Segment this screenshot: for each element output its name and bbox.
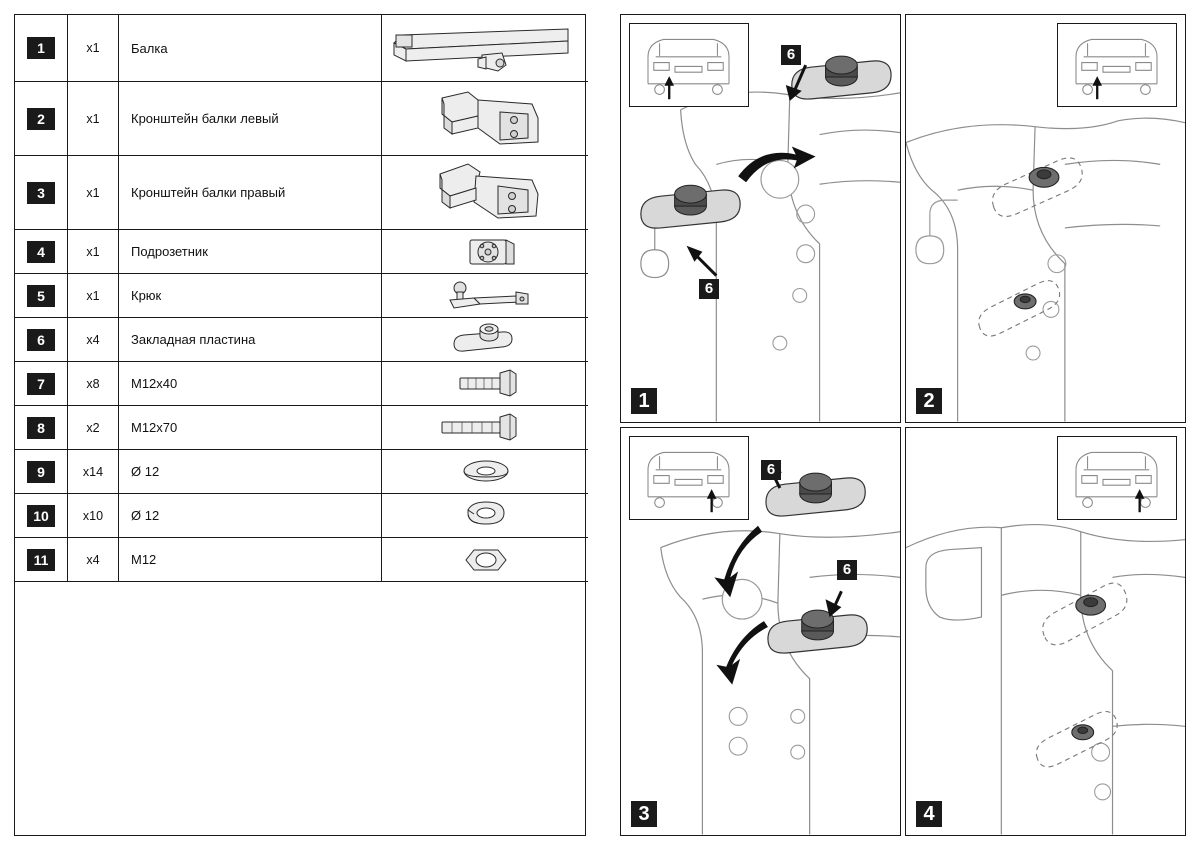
table-row: 8 x2 M12x70 <box>15 406 588 450</box>
table-blank-area <box>15 582 588 832</box>
part-number-badge: 11 <box>27 549 55 571</box>
tow-hook-icon <box>382 274 588 317</box>
socket-base-icon <box>382 230 588 273</box>
left-bracket-icon <box>382 82 588 155</box>
spring-washer-icon <box>382 494 588 537</box>
bolt-short-icon <box>382 362 588 405</box>
table-row: 6 x4 Закладная пластина <box>15 318 588 362</box>
table-row: 3 x1 Кронштейн балки правый <box>15 156 588 230</box>
step-number-2: 2 <box>916 388 942 414</box>
part-number-badge: 6 <box>27 329 55 351</box>
car-rear-view-icon <box>1058 437 1175 518</box>
table-row: 7 x8 M12x40 <box>15 362 588 406</box>
table-row: 11 x4 M12 <box>15 538 588 582</box>
step-number-4: 4 <box>916 801 942 827</box>
car-rear-view-icon <box>630 24 747 105</box>
inset-rear-view-4 <box>1057 436 1177 520</box>
table-row: 10 x10 Ø 12 <box>15 494 588 538</box>
step-panel-1 <box>620 14 901 423</box>
table-row: 9 x14 Ø 12 <box>15 450 588 494</box>
step-number-3: 3 <box>631 801 657 827</box>
table-row: 4 x1 Подрозетник <box>15 230 588 274</box>
step-number-1: 1 <box>631 388 657 414</box>
step-panel-2 <box>905 14 1186 423</box>
part-number-badge: 9 <box>27 461 55 483</box>
callout-6-top: 6 <box>761 460 781 480</box>
part-number-cell <box>15 15 68 82</box>
towbar-beam-icon <box>382 15 588 81</box>
table-row: 2 x1 Кронштейн балки левый <box>15 82 588 156</box>
part-name-cell: Балка <box>119 15 382 82</box>
part-image-cell <box>382 15 589 82</box>
part-qty-cell: x1 <box>68 15 119 82</box>
part-number-badge: 1 <box>27 37 55 59</box>
parts-list-panel <box>14 14 586 836</box>
callout-6-bottom: 6 <box>837 560 857 580</box>
bolt-long-icon <box>382 406 588 449</box>
flat-washer-icon <box>382 450 588 493</box>
car-rear-view-icon <box>630 437 747 518</box>
callout-6-top: 6 <box>781 45 801 65</box>
part-number-badge: 7 <box>27 373 55 395</box>
steps-panel <box>620 14 1186 836</box>
part-number-badge: 8 <box>27 417 55 439</box>
inset-rear-view-2 <box>1057 23 1177 107</box>
car-rear-view-icon <box>1058 24 1175 105</box>
part-number-badge: 2 <box>27 108 55 130</box>
nut-icon <box>382 538 588 581</box>
step-panel-4 <box>905 427 1186 836</box>
step-panel-3 <box>620 427 901 836</box>
part-number-badge: 5 <box>27 285 55 307</box>
part-number-badge: 3 <box>27 182 55 204</box>
inset-rear-view-3 <box>629 436 749 520</box>
callout-6-bottom: 6 <box>699 279 719 299</box>
inset-rear-view-1 <box>629 23 749 107</box>
table-row: 5 x1 Крюк <box>15 274 588 318</box>
table-row <box>15 15 588 82</box>
part-number-badge: 10 <box>27 505 55 527</box>
right-bracket-icon <box>382 156 588 229</box>
part-number-badge: 4 <box>27 241 55 263</box>
parts-table <box>15 15 588 832</box>
insert-plate-icon <box>382 318 588 361</box>
